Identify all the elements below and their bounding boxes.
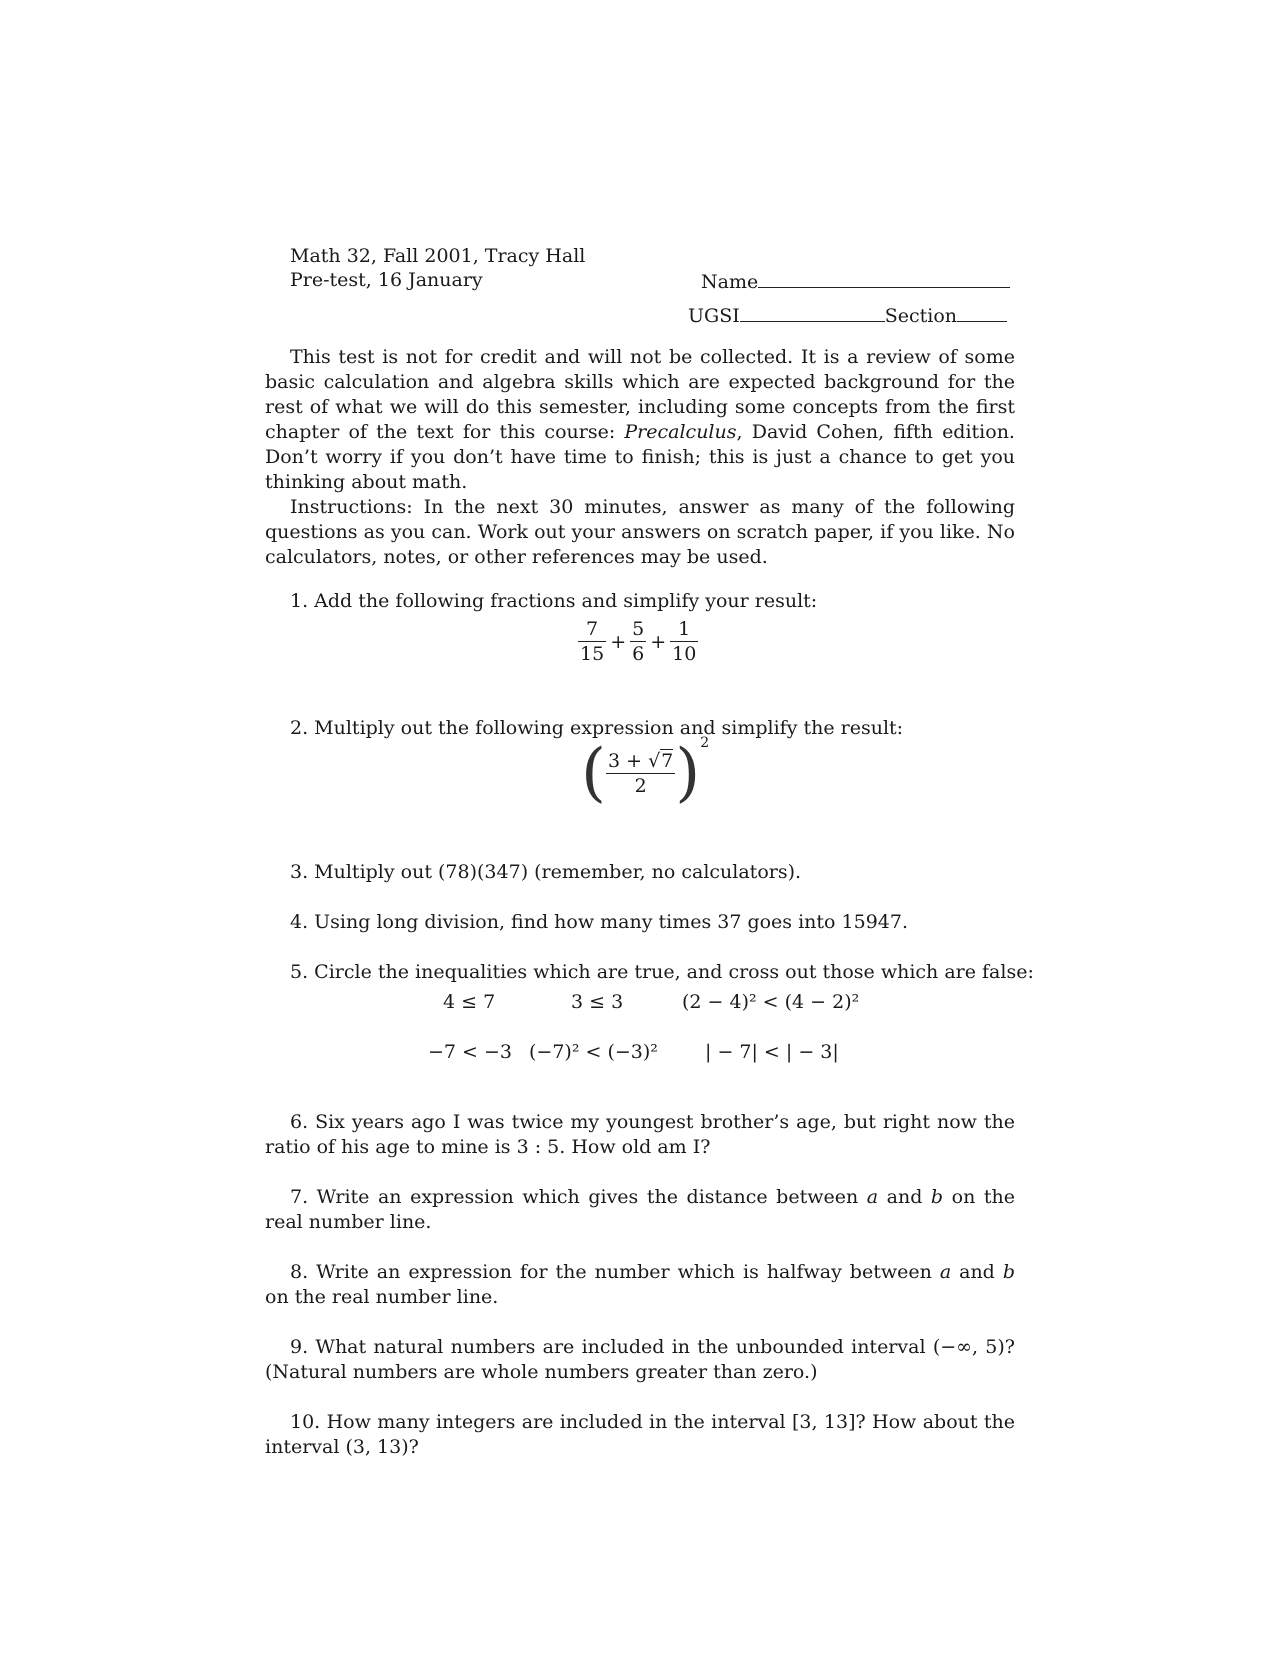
q1-expression: $\frac{7}{15}$ + $\frac{5}{6}$ + $\frac{1}{10}$: [580, 618, 697, 665]
instructions-paragraph: Instructions: In the next 30 minutes, answer as many of the following questions as you can. Work out your answers on scratch paper, if you like. No calculators, notes, or other references may be used.: [265, 496, 1015, 568]
section-label: Section: [884, 305, 958, 327]
question-10: 10. How many integers are included in the interval [3, 13]? How about the interval (3, 13)?: [265, 1411, 1015, 1458]
question-1: 1. Add the following fractions and simplify your result:: [290, 590, 818, 612]
intro-paragraph: This test is not for credit and will not be collected. It is a review of some basic calculation and algebra skills which are expected background for the rest of what we will do this semester, including some concepts from the first chapter of the text for this course: Precalculus, David Cohen, fifth edition. Don’t worry if you don’t have time to finish; this is just a chance to get you thinking about math.: [265, 346, 1015, 493]
question-8: 8. Write an expression for the number which is halfway between a and b on the real number line.: [265, 1261, 1015, 1308]
inequality[interactable]: 3 ≤ 3: [571, 991, 624, 1013]
question-7: 7. Write an expression which gives the distance between a and b on the real number line.: [265, 1186, 1015, 1233]
question-5: 5. Circle the inequalities which are true, and cross out those which are false:: [290, 961, 1034, 983]
inequality[interactable]: 4 ≤ 7: [443, 991, 496, 1013]
question-3: 3. Multiply out (78)(347) (remember, no calculators).: [290, 861, 802, 883]
exponent: 2: [700, 734, 710, 751]
inequality[interactable]: (2 − 4)² < (4 − 2)²: [682, 991, 860, 1013]
section-blank[interactable]: [957, 303, 1007, 322]
question-9: 9. What natural numbers are included in the unbounded interval (−∞, 5)? (Natural numbers are whole numbers greater than zero.): [265, 1336, 1015, 1383]
book-title: Precalculus: [624, 421, 737, 443]
ugsi-label: UGSI: [688, 305, 740, 327]
test-date: Pre-test, 16 January: [290, 269, 483, 291]
inequality[interactable]: −7 < −3: [428, 1041, 513, 1063]
ugsi-blank[interactable]: [740, 303, 885, 322]
name-blank[interactable]: [758, 269, 1010, 288]
fraction: $\frac{7}{15}$: [580, 618, 605, 665]
ugsi-section-field[interactable]: [688, 303, 1007, 329]
inequality[interactable]: (−7)² < (−3)²: [529, 1041, 658, 1063]
fraction: $\frac{3 + √7}{2}$: [607, 749, 674, 797]
question-4: 4. Using long division, find how many times 37 goes into 15947.: [290, 911, 909, 933]
question-6: 6. Six years ago I was twice my youngest brother’s age, but right now the ratio of his age to mine is 3 : 5. How old am I?: [265, 1111, 1015, 1158]
fraction: $\frac{1}{10}$: [672, 618, 697, 665]
fraction: $\frac{5}{6}$: [632, 618, 645, 665]
question-2: 2. Multiply out the following expression and simplify the result:: [290, 717, 904, 739]
name-label: Name: [701, 271, 759, 293]
course-title: Math 32, Fall 2001, Tracy Hall: [290, 245, 586, 267]
q2-expression: ( $\frac{3 + √7}{2}$ )$^2$: [581, 734, 710, 810]
name-field[interactable]: [701, 269, 1010, 295]
inequality[interactable]: | − 7| < | − 3|: [705, 1041, 839, 1063]
